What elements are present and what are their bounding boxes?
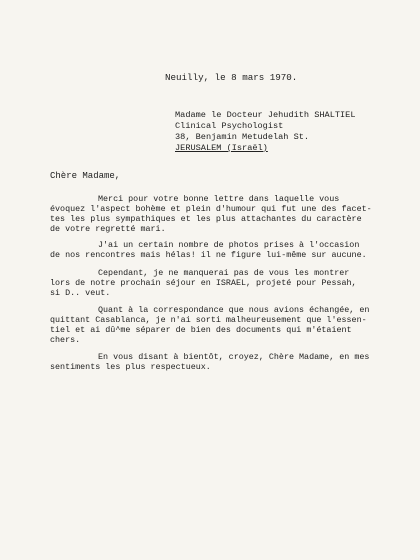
paragraph-line: Quant à la correspondance que nous avions échangée, en xyxy=(98,305,370,315)
paragraph-line: Merci pour votre bonne lettre dans laquelle vous xyxy=(98,194,340,204)
paragraph-line: J'ai un certain nombre de photos prises à l'occasion xyxy=(98,240,360,250)
paragraph-line: chers. xyxy=(50,335,81,345)
paragraph-line: de nos rencontres mais hélas! il ne figure lui-même sur aucune. xyxy=(50,250,367,260)
paragraph-correspondence xyxy=(50,305,420,345)
recipient-name: Madame le Docteur Jehudith SHALTIEL xyxy=(175,110,356,120)
recipient-title: Clinical Psychologist xyxy=(175,121,284,131)
paragraph-line: Cependant, je ne manquerai pas de vous les montrer xyxy=(98,268,350,278)
paragraph-line: tes les plus sympathiques et les plus attachantes du caractère xyxy=(50,214,362,224)
recipient-street: 38, Benjamin Metudelah St. xyxy=(175,132,310,142)
paragraph-line: évoquez l'aspect bohème et plein d'humour qui fut une des facet- xyxy=(50,204,372,214)
paragraph-line: si D.. veut. xyxy=(50,288,111,298)
paragraph-thanks xyxy=(50,194,420,234)
paragraph-line: sentiments les plus respectueux. xyxy=(50,362,211,372)
paragraph-line: En vous disant à bientôt, croyez, Chère Madame, en mes xyxy=(98,352,370,362)
paragraph-line: tiel et ai dû^me séparer de bien des documents qui m'étaient xyxy=(50,325,352,335)
paragraph-line: de votre regretté mari. xyxy=(50,224,166,234)
paragraph-line: lors de notre prochain séjour en ISRAEL, projeté pour Pessah, xyxy=(50,278,357,288)
salutation: Chère Madame, xyxy=(50,171,121,181)
letter-date: Neuilly, le 8 mars 1970. xyxy=(165,72,298,83)
paragraph-visit xyxy=(50,268,420,298)
paragraph-photos xyxy=(50,240,420,260)
paragraph-closing xyxy=(50,352,420,372)
paragraph-line: quittant Casablanca, je n'ai sorti malheureusement que l'essen- xyxy=(50,315,367,325)
recipient-city: JERUSALEM (Israël) xyxy=(175,143,268,153)
